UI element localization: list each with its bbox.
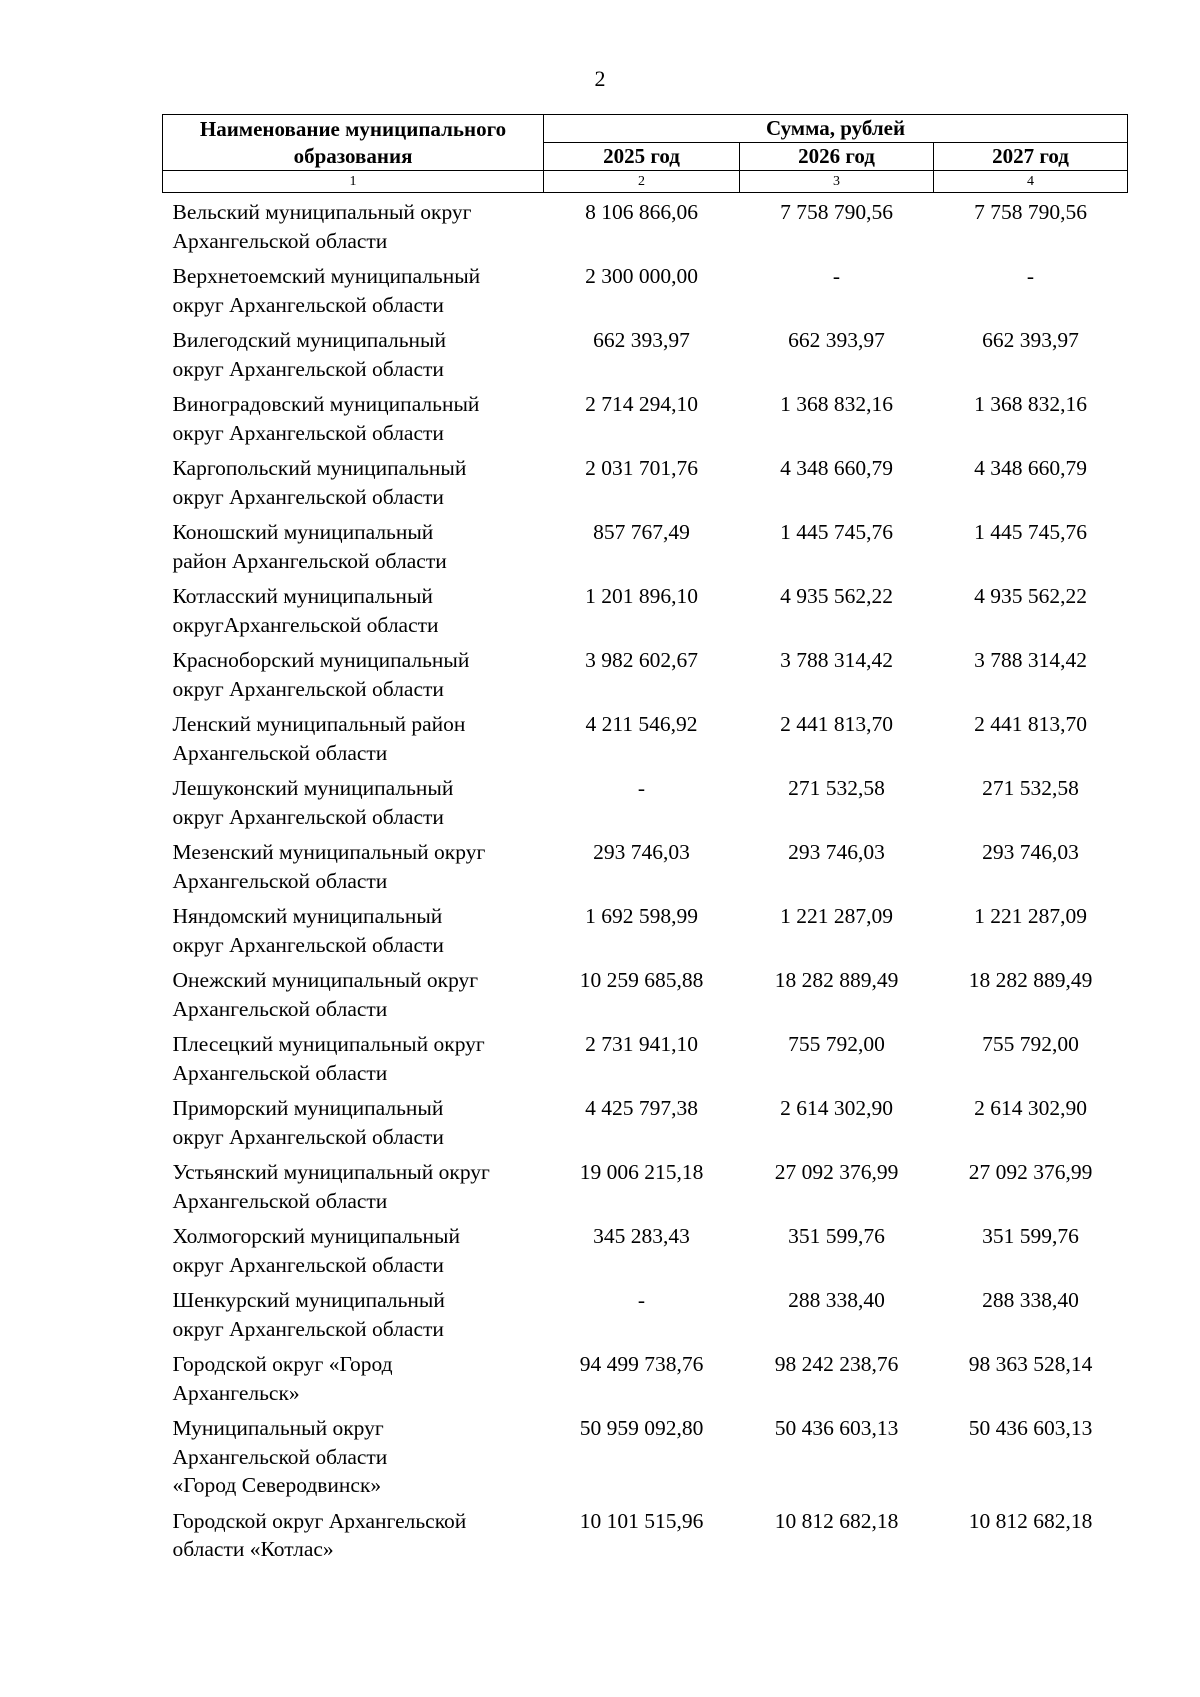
amount-2027: 50 436 603,13 — [968, 1416, 1093, 1440]
table-row — [163, 1286, 1128, 1350]
amount-2026: 50 436 603,13 — [774, 1416, 899, 1440]
amount-2026: 98 242 238,76 — [774, 1352, 899, 1376]
table-row — [163, 1158, 1128, 1222]
table-row — [163, 582, 1128, 646]
municipality-name: Виноградовский муниципальный округ Архангельской области — [172, 392, 480, 445]
amount-2027: 288 338,40 — [982, 1288, 1079, 1312]
amount-2027: 1 368 832,16 — [974, 392, 1087, 416]
table-row — [163, 454, 1128, 518]
amount-2027: 10 812 682,18 — [968, 1508, 1093, 1533]
amount-2027: 351 599,76 — [982, 1224, 1079, 1248]
page-number: 2 — [594, 66, 606, 91]
amount-2025: 662 393,97 — [593, 328, 690, 352]
budget-table — [162, 114, 1128, 1571]
amount-2025: 345 283,43 — [593, 1224, 690, 1248]
municipality-name: Плесецкий муниципальный округ Архангельской области — [172, 1032, 485, 1085]
amount-2025: 2 300 000,00 — [585, 264, 698, 288]
amount-2027: 1 221 287,09 — [974, 904, 1087, 928]
table-row — [163, 518, 1128, 582]
municipality-name: Городской округ Архангельской области «Котлас» — [172, 1508, 467, 1561]
amount-2025: 4 425 797,38 — [585, 1096, 698, 1120]
amount-2025: 857 767,49 — [593, 520, 690, 544]
amount-2026: 1 368 832,16 — [780, 392, 893, 416]
table-row — [163, 326, 1128, 390]
amount-2026: 1 445 745,76 — [780, 520, 893, 544]
column-index: 1 — [163, 171, 544, 193]
amount-2027: 755 792,00 — [982, 1032, 1079, 1056]
amount-2025: 19 006 215,18 — [579, 1160, 704, 1184]
amount-2027: 4 348 660,79 — [974, 456, 1087, 480]
municipality-name: Вилегодский муниципальный округ Архангельской области — [172, 328, 446, 381]
table-row — [163, 1094, 1128, 1158]
table-row — [163, 390, 1128, 454]
amount-2026: 2 614 302,90 — [780, 1096, 893, 1120]
municipality-name: Каргопольский муниципальный округ Архангельской области — [172, 456, 467, 509]
column-index: 2 — [544, 171, 740, 193]
amount-2025: 3 982 602,67 — [585, 648, 698, 672]
municipality-name: Онежский муниципальный округ Архангельской области — [172, 968, 479, 1021]
amount-2027: 271 532,58 — [982, 776, 1079, 800]
municipality-name: Муниципальный округ Архангельской области «Город Северодвинск» — [172, 1416, 388, 1497]
amount-2026: 351 599,76 — [788, 1224, 885, 1248]
table-row — [163, 1030, 1128, 1094]
amount-2025: 8 106 866,06 — [585, 200, 698, 224]
municipality-name: Шенкурский муниципальный округ Архангельской области — [172, 1288, 445, 1341]
amount-2025: 10 101 515,96 — [579, 1508, 704, 1533]
municipality-name: Вельский муниципальный округ Архангельской области — [172, 200, 472, 253]
amount-2027: 18 282 889,49 — [968, 968, 1093, 992]
amount-2025: 2 031 701,76 — [585, 456, 698, 480]
municipality-name: Лешуконский муниципальный округ Архангельской области — [172, 776, 454, 829]
table-row — [163, 710, 1128, 774]
table-row — [163, 1350, 1128, 1414]
municipality-name: Красноборский муниципальный округ Архангельской области — [172, 648, 470, 701]
table-body — [163, 193, 1128, 1571]
table-row — [163, 966, 1128, 1030]
amount-2026: 18 282 889,49 — [774, 968, 899, 992]
column-index-row — [163, 171, 1128, 193]
header-year-2027: 2027 год — [934, 143, 1128, 171]
table-row — [163, 774, 1128, 838]
amount-2027: 2 441 813,70 — [974, 712, 1087, 736]
amount-2027: 293 746,03 — [982, 840, 1079, 864]
municipality-name: Холмогорский муниципальный округ Архангельской области — [172, 1224, 460, 1277]
amount-2025: 1 692 598,99 — [585, 904, 698, 928]
municipality-name: Верхнетоемский муниципальный округ Архангельской области — [172, 264, 481, 317]
amount-2027: 7 758 790,56 — [974, 200, 1087, 224]
amount-2025: 10 259 685,88 — [579, 968, 704, 992]
municipality-name: Котласский муниципальный округАрхангельской области — [172, 584, 439, 637]
amount-2027: 1 445 745,76 — [974, 520, 1087, 544]
amount-2026: 2 441 813,70 — [780, 712, 893, 736]
municipality-name: Няндомский муниципальный округ Архангельской области — [172, 904, 444, 957]
amount-2025: - — [637, 776, 646, 800]
column-index: 4 — [934, 171, 1128, 193]
amount-2025: 94 499 738,76 — [579, 1352, 704, 1376]
amount-2026: - — [832, 264, 841, 288]
amount-2026: 10 812 682,18 — [774, 1508, 899, 1533]
table-row — [163, 1507, 1128, 1571]
table-row — [163, 838, 1128, 902]
amount-2026: 7 758 790,56 — [780, 200, 893, 224]
amount-2027: 3 788 314,42 — [974, 648, 1087, 672]
amount-2026: 288 338,40 — [788, 1288, 885, 1312]
amount-2025: 293 746,03 — [593, 840, 690, 864]
amount-2025: 2 731 941,10 — [585, 1032, 698, 1056]
amount-2026: 27 092 376,99 — [774, 1160, 899, 1184]
amount-2025: - — [637, 1288, 646, 1312]
amount-2025: 4 211 546,92 — [585, 712, 698, 736]
amount-2026: 293 746,03 — [788, 840, 885, 864]
amount-2026: 1 221 287,09 — [780, 904, 893, 928]
amount-2026: 755 792,00 — [788, 1032, 885, 1056]
amount-2027: - — [1026, 264, 1035, 288]
amount-2026: 4 348 660,79 — [780, 456, 893, 480]
amount-2027: 27 092 376,99 — [968, 1160, 1093, 1184]
amount-2027: 4 935 562,22 — [974, 584, 1087, 608]
header-sum-group: Сумма, рублей — [544, 115, 1128, 143]
municipality-name: Ленский муниципальный район Архангельской области — [172, 712, 466, 765]
amount-2025: 50 959 092,80 — [579, 1416, 704, 1440]
municipality-name: Коношский муниципальный район Архангельской области — [172, 520, 447, 573]
header-year-2025: 2025 год — [544, 143, 740, 171]
amount-2025: 2 714 294,10 — [585, 392, 698, 416]
table-row — [163, 1222, 1128, 1286]
table-row — [163, 262, 1128, 326]
amount-2027: 98 363 528,14 — [968, 1352, 1093, 1376]
column-index: 3 — [740, 171, 934, 193]
amount-2027: 662 393,97 — [982, 328, 1079, 352]
municipality-name: Приморский муниципальный округ Архангельской области — [172, 1096, 444, 1149]
amount-2026: 4 935 562,22 — [780, 584, 893, 608]
header-municipality: Наименование муниципального образования — [163, 115, 544, 171]
municipality-name: Устьянский муниципальный округ Архангельской области — [172, 1160, 490, 1213]
amount-2026: 271 532,58 — [788, 776, 885, 800]
amount-2026: 662 393,97 — [788, 328, 885, 352]
table-row — [163, 902, 1128, 966]
table-row — [163, 193, 1128, 263]
municipality-name: Городской округ «Город Архангельск» — [172, 1352, 393, 1405]
amount-2027: 2 614 302,90 — [974, 1096, 1087, 1120]
amount-2026: 3 788 314,42 — [780, 648, 893, 672]
table-row — [163, 646, 1128, 710]
municipality-name: Мезенский муниципальный округ Архангельской области — [172, 840, 486, 893]
header-year-2026: 2026 год — [740, 143, 934, 171]
table-row — [163, 1414, 1128, 1507]
amount-2025: 1 201 896,10 — [585, 584, 698, 608]
